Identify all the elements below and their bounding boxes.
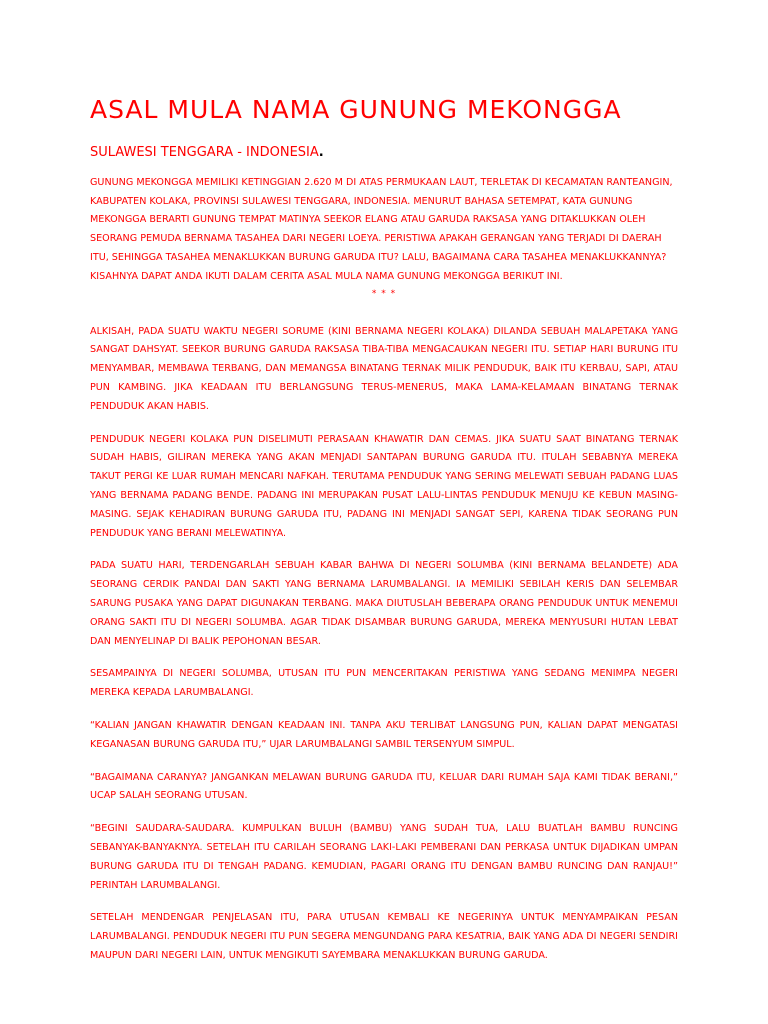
story-paragraph-4: SESAMPAINYA DI NEGERI SOLUMBA, UTUSAN ITU PUN MENCERITAKAN PERISTIWA YANG SEDANG MENIMPA NEGERI MEREKA KEPADA LARUMBALANGI. [90, 668, 678, 699]
subtitle-text: SULAWESI TENGGARA - INDONESIA [90, 145, 319, 160]
intro-paragraph: GUNUNG MEKONGGA MEMILIKI KETINGGIAN 2.620 M DI ATAS PERMUKAAN LAUT, TERLETAK DI KECAMATAN RANTEANGIN, KABUPATEN KOLAKA, PROVINSI SULAWESI TENGGARA, INDONESIA. MENURUT BAHASA SETEMPAT, KATA GUNUNG MEKONGGA BERARTI GUNUNG TEMPAT MATINYA SEEKOR ELANG ATAU GARUDA RAKSASA YANG DITAKLUKKAN OLEH SEORANG PEMUDA BERNAMA TASAHEA DARI NEGERI LOEYA. PERISTIWA APAKAH GERANGAN YANG TERJADI DI DAERAH ITU, SEHINGGA TASAHEA MENAKLUKKAN BURUNG GARUDA ITU? LALU, BAGAIMANA CARA TASAHEA MENAKLUKKANNYA? KISAHNYA DAPAT ANDA IKUTI DALAM CERITA ASAL MULA NAMA GUNUNG MEKONGGA BERIKUT INI. [90, 176, 673, 282]
story-paragraph-7: “BEGINI SAUDARA-SAUDARA. KUMPULKAN BULUH (BAMBU) YANG SUDAH TUA, LALU BUATLAH BAMBU RUNCING SEBANYAK-BANYAKNYA. SETELAH ITU CARILAH SEORANG LAKI-LAKI PEMBERANI DAN PERKASA UNTUK DIJADIKAN UMPAN BURUNG GARUDA ITU DI TENGAH PADANG. KEMUDIAN, PAGARI ORANG ITU DENGAN BAMBU RUNCING DAN RANJAU!” PERINTAH LARUMBALANGI. [90, 823, 678, 891]
subtitle-dot: . [318, 145, 324, 160]
subtitle [90, 145, 678, 162]
story-paragraph-8: SETELAH MENDENGAR PENJELASAN ITU, PARA UTUSAN KEMBALI KE NEGERINYA UNTUK MENYAMPAIKAN PESAN LARUMBALANGI. PENDUDUK NEGERI ITU PUN SEGERA MENGUNDANG PARA KESATRIA, BAIK YANG ADA DI NEGERI SENDIRI MAUPUN DARI NEGERI LAIN, UNTUK MENGIKUTI SAYEMBARA MENAKLUKKAN BURUNG GARUDA. [90, 912, 678, 961]
story-paragraph-5: “KALIAN JANGAN KHAWATIR DENGAN KEADAAN INI. TANPA AKU TERLIBAT LANGSUNG PUN, KALIAN DAPAT MENGATASI KEGANASAN BURUNG GARUDA ITU,” UJAR LARUMBALANGI SAMBIL TERSENYUM SIMPUL. [90, 720, 678, 750]
story-paragraph-1: ALKISAH, PADA SUATU WAKTU NEGERI SORUME (KINI BERNAMA NEGERI KOLAKA) DILANDA SEBUAH MALAPETAKA YANG SANGAT DAHSYAT. SEEKOR BURUNG GARUDA RAKSASA TIBA-TIBA MENGACAUKAN NEGERI ITU. SETIAP HARI BURUNG ITU MENYAMBAR, MEMBAWA TERBANG, DAN MEMANGSA BINATANG TERNAK MILIK PENDUDUK, BAIK ITU KERBAU, SAPI, ATAU PUN KAMBING. JIKA KEADAAN ITU BERLANGSUNG TERUS-MENERUS, MAKA LAMA-KELAMAAN BINATANG TERNAK PENDUDUK AKAN HABIS. [90, 325, 678, 412]
section-separator: * * * [371, 288, 397, 299]
story-paragraph-3: PADA SUATU HARI, TERDENGARLAH SEBUAH KABAR BAHWA DI NEGERI SOLUMBA (KINI BERNAMA BELANDETE) ADA SEORANG CERDIK PANDAI DAN SAKTI YANG BERNAMA LARUMBALANGI. IA MEMILIKI SEBILAH KERIS DAN SELEMBAR SARUNG PUSAKA YANG DAPAT DIGUNAKAN TERBANG. MAKA DIUTUSLAH BEBERAPA ORANG PENDUDUK UNTUK MENEMUI ORANG SAKTI ITU DI NEGERI SOLUMBA. AGAR TIDAK DISAMBAR BURUNG GARUDA, MEREKA MENYUSURI HUTAN LEBAT DAN MENYELINAP DI BALIK PEPOHONAN BESAR. [90, 560, 678, 647]
story-paragraph-2: PENDUDUK NEGERI KOLAKA PUN DISELIMUTI PERASAAN KHAWATIR DAN CEMAS. JIKA SUATU SAAT BINATANG TERNAK SUDAH HABIS, GILIRAN MEREKA YANG AKAN MENJADI SANTAPAN BURUNG GARUDA ITU. ITULAH SEBABNYA MEREKA TAKUT PERGI KE LUAR RUMAH MENCARI NAFKAH. TERUTAMA PENDUDUK YANG SERING MELEWATI SEBUAH PADANG LUAS YANG BERNAMA PADANG BENDE. PADANG INI MERUPAKAN PUSAT LALU-LINTAS PENDUDUK MENUJU KE KEBUN MASING-MASING. SEJAK KEHADIRAN BURUNG GARUDA ITU, PADANG INI MENJADI SANGAT SEPI, KARENA TIDAK SEORANG PUN PENDUDUK YANG BERANI MELEWATINYA. [90, 433, 678, 539]
page-title: ASAL MULA NAMA GUNUNG MEKONGGA [90, 95, 622, 124]
story-paragraph-6: “BAGAIMANA CARANYA? JANGANKAN MELAWAN BURUNG GARUDA ITU, KELUAR DARI RUMAH SAJA KAMI TIDAK BERANI,” UCAP SALAH SEORANG UTUSAN. [90, 771, 678, 802]
